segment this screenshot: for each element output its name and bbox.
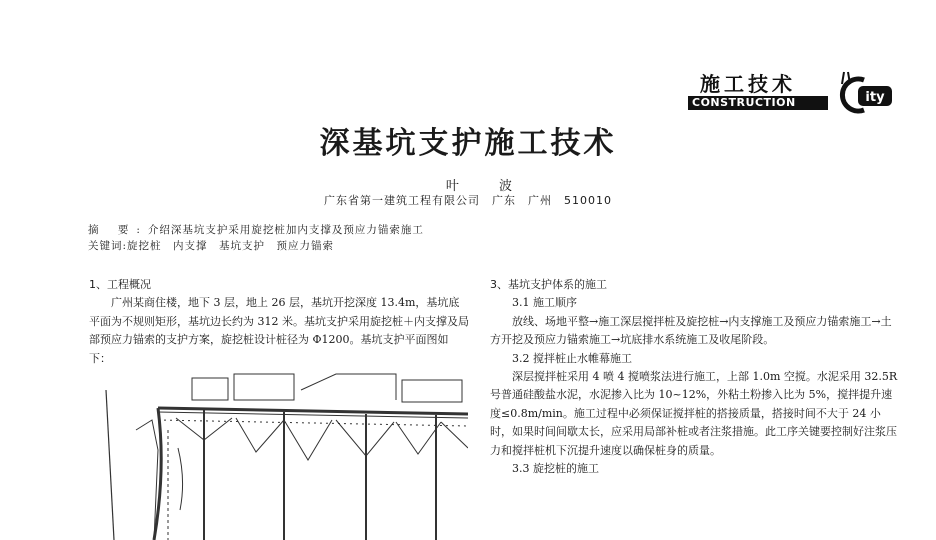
construction-sequence-paragraph: 放线、场地平整→施工深层搅拌桩及旋挖桩→内支撑施工及预应力锚索施工→土方开挖及预应力锚索施工→坑底排水系统施工及收尾阶段。 [490, 314, 892, 347]
brand-text: CONSTRUCTION [692, 96, 796, 109]
subsection-heading: 3.3 旋挖桩的施工 [512, 462, 599, 476]
keywords [88, 238, 334, 253]
keywords-label: 关键词: [88, 240, 128, 252]
right-column [490, 276, 900, 478]
section-heading: 1、工程概况 [89, 278, 151, 291]
abstract [88, 222, 424, 237]
support-plan-figure [96, 360, 468, 540]
affiliation: 广东省第一建筑工程有限公司 广东 广州 510010 [324, 194, 612, 207]
abstract-label: 摘 要: [88, 224, 148, 236]
abstract-text: 介绍深基坑支护采用旋挖桩加内支撑及预应力锚索施工 [147, 224, 424, 236]
column-label: 施工技术 [700, 72, 796, 96]
left-column [89, 276, 469, 368]
mixing-pile-paragraph: 深层搅拌桩采用 4 喷 4 搅喷浆法进行施工，上部 1.0m 空搅。水泥采用 32.5R 号普通硅酸盐水泥，水泥掺入比为 10~12%，外粘土粉掺入比为 5%，搅拌提升速度≤0.8m/min。施工过程中必须保证搅拌桩的搭接质量，搭接时间不大于 24 小时，如果时间间歇太长，应采用局部补桩或者注浆措施。此工序关键要控制好注浆压力和搅拌桩机下沉提升速度以确保桩身的质量。 [490, 370, 898, 457]
logo-text: ity [865, 90, 885, 105]
keywords-text: 旋挖桩 内支撑 基坑支护 预应力锚索 [127, 240, 335, 252]
article-title: 深基坑支护施工技术 [319, 126, 617, 161]
project-overview-paragraph: 广州某商住楼，地下 3 层，地上 26 层，基坑开挖深度 13.4m，基坑底平面为不规则矩形，基坑边长约为 312 米。基坑支护采用旋挖桩＋内支撑及局部预应力锚索的支护方案，旋挖桩设计桩径为 Φ1200。基坑支护平面图如下： [89, 296, 469, 365]
author: 叶 波 [445, 179, 531, 194]
city-logo-icon [838, 70, 896, 114]
section-heading: 3、基坑支护体系的施工 [490, 278, 607, 291]
subsection-heading: 3.1 施工顺序 [512, 296, 577, 310]
subsection-heading: 3.2 搅拌桩止水帷幕施工 [512, 351, 632, 365]
